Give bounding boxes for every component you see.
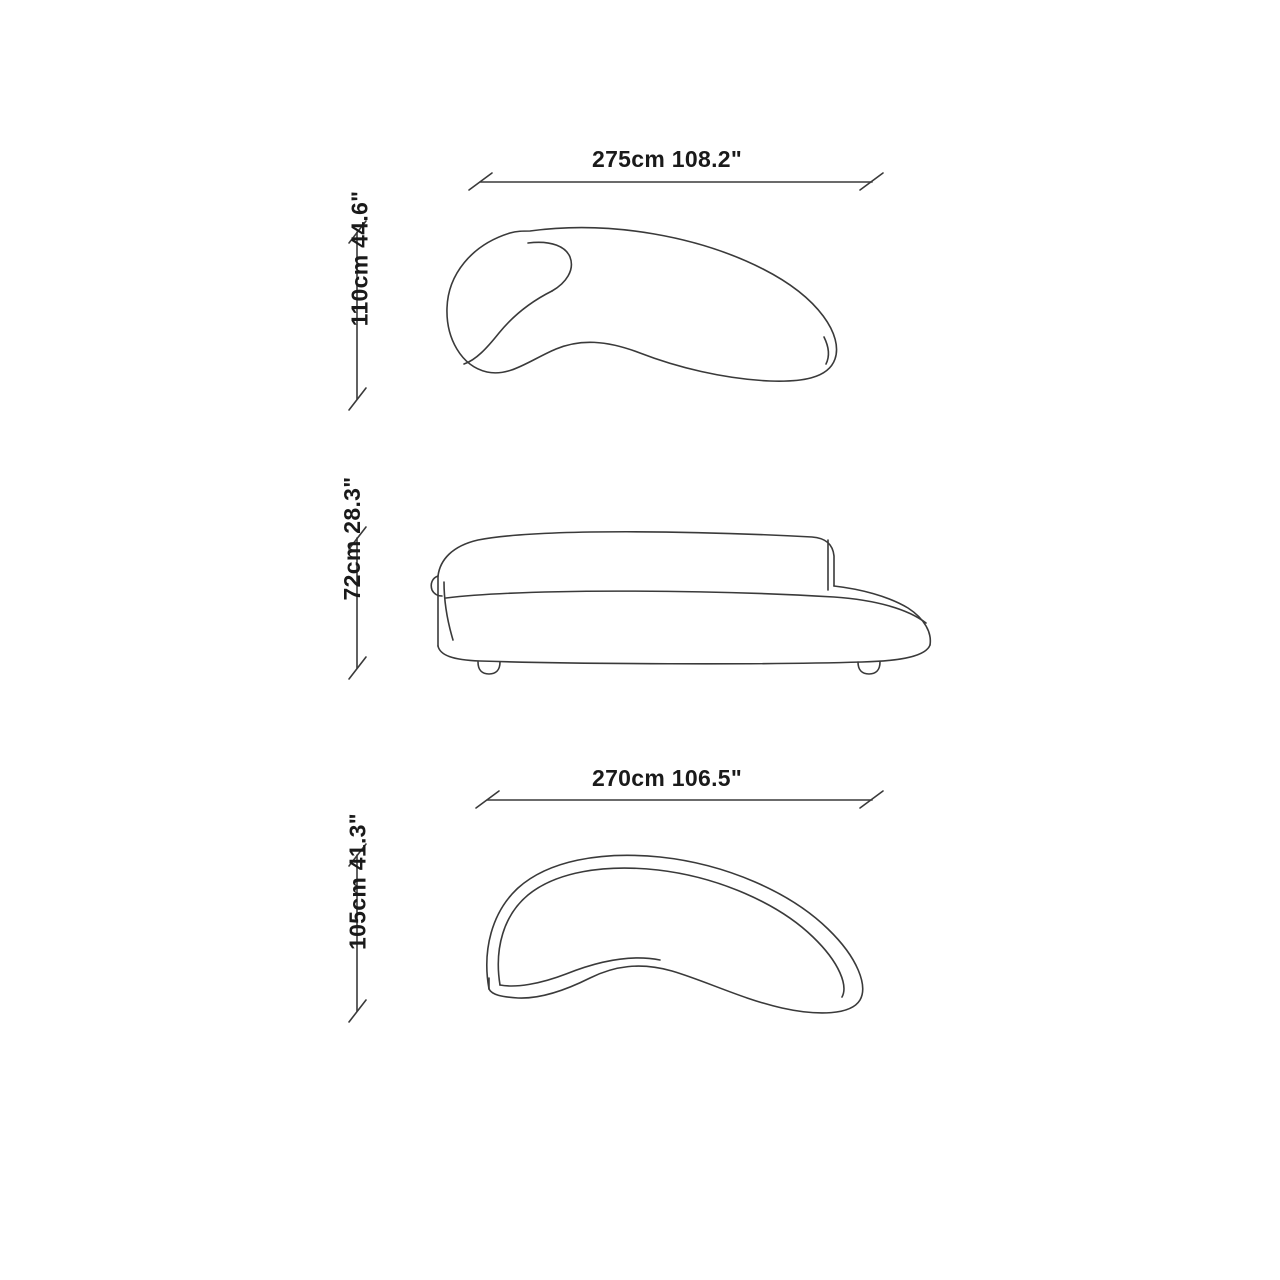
side-view-sofa-outline bbox=[431, 532, 930, 674]
bottom-view-sofa-outline bbox=[487, 855, 863, 1013]
dimension-line-bottom-width bbox=[476, 791, 883, 808]
dimension-label-bottom-width: 270cm 106.5" bbox=[592, 765, 743, 791]
dimension-line-top-width bbox=[469, 173, 883, 190]
top-view-sofa-outline bbox=[447, 228, 837, 382]
dimension-label-side-height: 72cm 28.3" bbox=[339, 476, 365, 601]
dimension-label-top-depth: 110cm 44.6" bbox=[346, 190, 373, 327]
dimension-label-top-width: 275cm 108.2" bbox=[592, 146, 743, 172]
dimension-label-bottom-depth: 105cm 41.3" bbox=[344, 813, 371, 950]
